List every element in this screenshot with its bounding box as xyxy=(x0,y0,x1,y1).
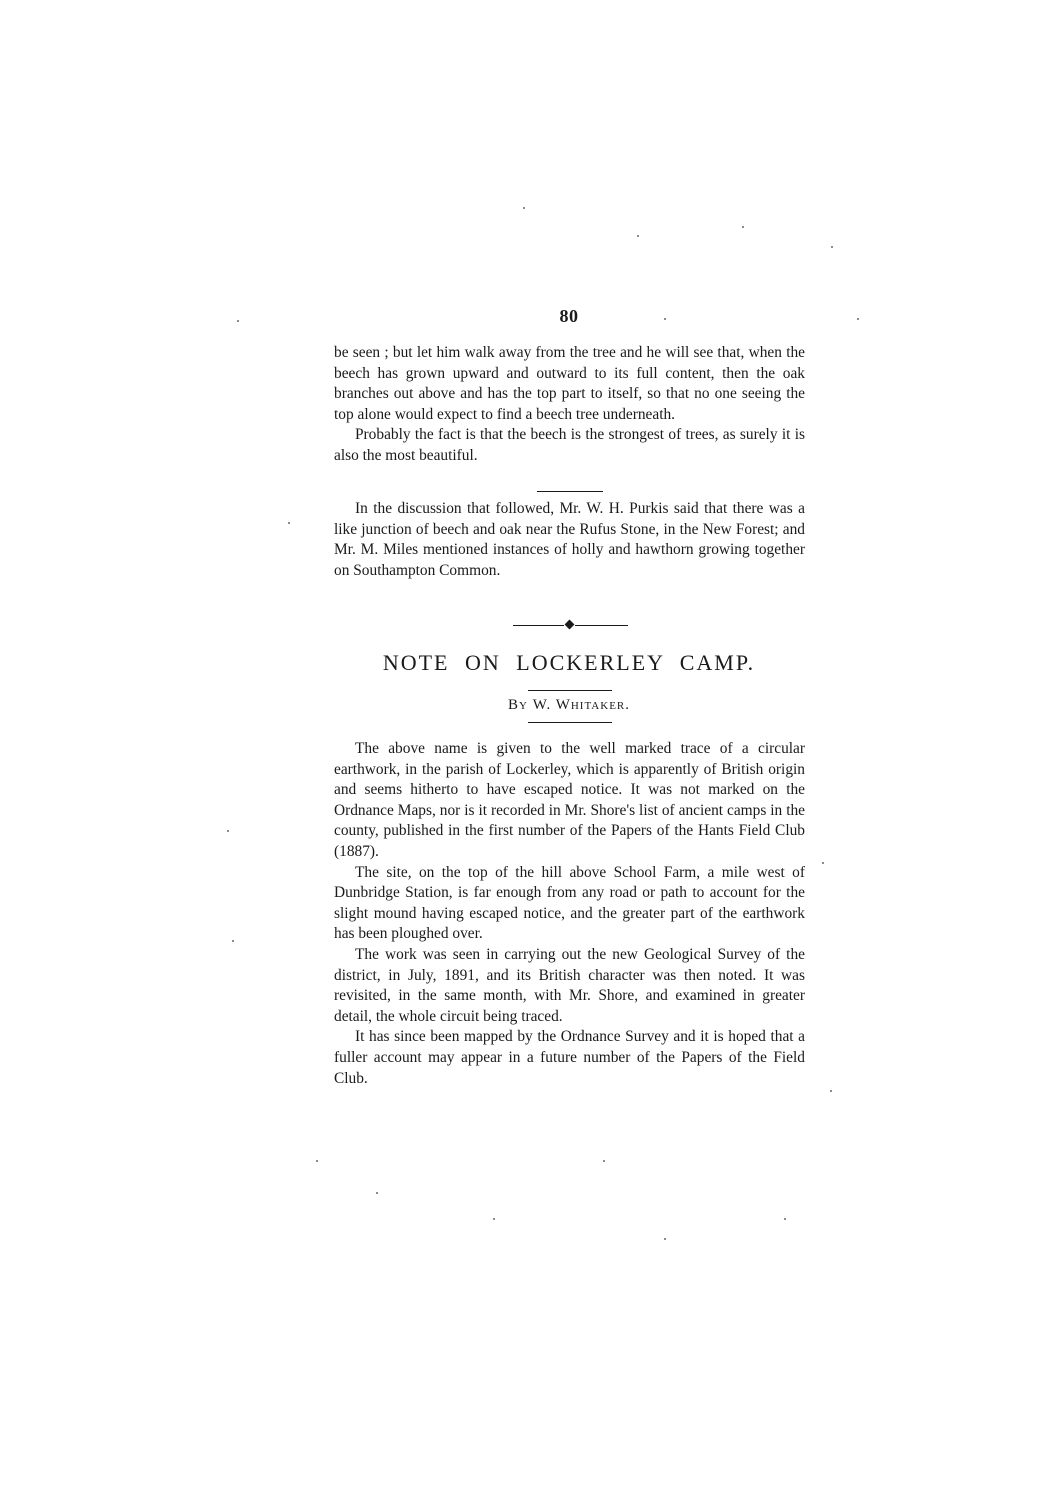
page-number: 80 xyxy=(559,306,579,326)
scan-speck xyxy=(237,320,239,322)
paragraph: be seen ; but let him walk away from the tree and he will see that, when the beech has grown upward and outward to its full content, then the oak branches out above and has the top part to itself, so that no one seeing the top alone would expect to find a beech tree underneath. xyxy=(334,344,805,423)
scan-speck xyxy=(830,1090,832,1092)
scan-speck xyxy=(288,522,290,524)
paragraph: The site, on the top of the hill above School Farm, a mile west of Dunbridge Station, is far enough from any road or path to account for the slight mound having escaped notice, and the greater part of the earthwork has been ploughed over. xyxy=(334,863,805,943)
scan-speck xyxy=(603,1160,605,1162)
byline-author: W. Whitaker. xyxy=(532,697,630,713)
scan-speck xyxy=(742,226,744,228)
scan-speck xyxy=(227,830,229,832)
paragraph: The above name is given to the well marked trace of a circular earthwork, in the parish of Lockerley, which is apparently of British origin and seems hitherto to have escaped notice. It was not marked on the Ordnance Maps, nor is it recorded in Mr. Shore's list of ancient camps in the county, published in the first number of the Papers of the Hants Field Club (1887). xyxy=(334,740,805,860)
scan-speck xyxy=(822,862,824,864)
ornamental-divider xyxy=(513,618,628,632)
scan-speck xyxy=(664,1238,666,1240)
paragraph: The work was seen in carrying out the new Geological Survey of the district, in July, 1891, and its British character was then noted. It was revisited, in the same month, with Mr. Shore, and examined in greater detail, the whole circuit being traced. xyxy=(334,945,805,1025)
scan-speck xyxy=(637,235,639,237)
diamond-ornament-icon xyxy=(565,620,575,630)
article-title: NOTE ON LOCKERLEY CAMP. xyxy=(382,650,756,675)
scan-speck xyxy=(523,207,525,209)
ornament-line xyxy=(575,625,628,626)
paragraph: It has since been mapped by the Ordnance Survey and it is hoped that a fuller account may appear in a future number of the Papers of the Field Club. xyxy=(334,1028,805,1087)
scan-speck xyxy=(831,246,833,248)
byline-prefix: By xyxy=(507,697,528,713)
byline-rule xyxy=(528,722,612,723)
scan-speck xyxy=(232,940,234,942)
continued-text xyxy=(334,343,805,467)
scan-speck xyxy=(857,318,859,320)
paragraph: Probably the fact is that the beech is the strongest of trees, as surely it is also the most beautiful. xyxy=(334,426,805,464)
byline-rule xyxy=(528,690,612,691)
discussion-section xyxy=(334,499,805,581)
scan-speck xyxy=(664,318,666,320)
scan-speck xyxy=(784,1218,786,1220)
scan-speck xyxy=(493,1218,495,1220)
discussion-paragraph: In the discussion that followed, Mr. W. H. Purkis said that there was a like junction of beech and oak near the Rufus Stone, in the New Forest; and Mr. M. Miles mentioned instances of holly and hawthorn growing together on Southampton Common. xyxy=(334,500,805,579)
scan-speck xyxy=(316,1160,318,1162)
scan-speck xyxy=(376,1192,378,1194)
section-divider xyxy=(537,491,603,492)
ornament-line xyxy=(513,625,564,626)
article-body xyxy=(334,739,805,1089)
byline xyxy=(0,697,1058,714)
